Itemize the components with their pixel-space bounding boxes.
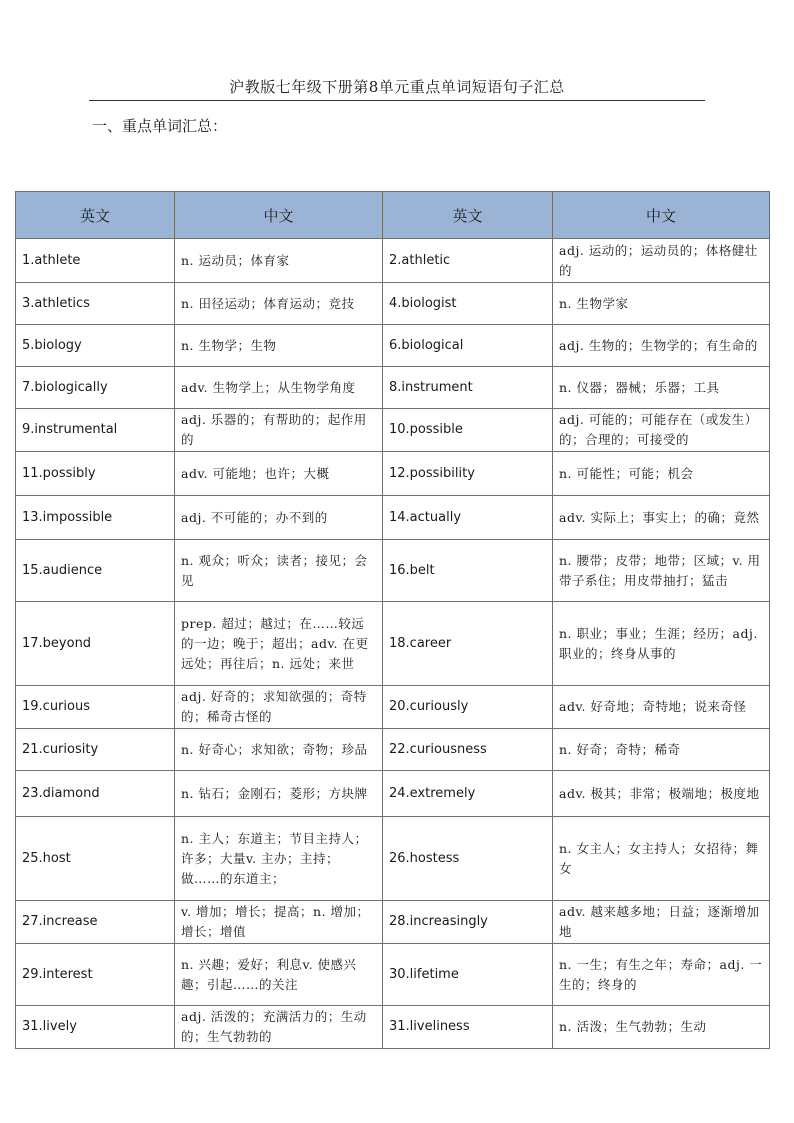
chinese-meaning: n. 女主人；女主持人；女招待；舞女 — [553, 817, 770, 901]
english-word: 17.beyond — [16, 602, 175, 686]
chinese-meaning: n. 好奇；奇特；稀奇 — [553, 729, 770, 771]
header-english-2: 英文 — [383, 192, 553, 239]
chinese-meaning: n. 一生；有生之年；寿命；adj. 一生的；终身的 — [553, 944, 770, 1006]
english-word: 18.career — [383, 602, 553, 686]
table-row — [16, 239, 770, 283]
english-word: 11.possibly — [16, 452, 175, 496]
chinese-meaning: adj. 可能的；可能存在（或发生）的；合理的；可接受的 — [553, 409, 770, 452]
section-heading: 一、重点单词汇总： — [92, 117, 228, 135]
chinese-meaning: adj. 活泼的；充满活力的；生动的；生气勃勃的 — [175, 1006, 383, 1049]
english-word: 20.curiously — [383, 686, 553, 729]
english-word: 28.increasingly — [383, 901, 553, 944]
title-underline — [89, 100, 705, 101]
chinese-meaning: n. 运动员；体育家 — [175, 239, 383, 283]
chinese-meaning: v. 增加；增长；提高；n. 增加；增长；增值 — [175, 901, 383, 944]
chinese-meaning: n. 仪器；器械；乐器；工具 — [553, 367, 770, 409]
chinese-meaning: n. 观众；听众；读者；接见；会见 — [175, 540, 383, 602]
chinese-meaning: adv. 极其；非常；极端地；极度地 — [553, 771, 770, 817]
chinese-meaning: n. 生物学家 — [553, 283, 770, 325]
english-word: 3.athletics — [16, 283, 175, 325]
english-word: 26.hostess — [383, 817, 553, 901]
table-row — [16, 367, 770, 409]
chinese-meaning: adv. 可能地；也许；大概 — [175, 452, 383, 496]
chinese-meaning: adj. 生物的；生物学的；有生命的 — [553, 325, 770, 367]
table-row — [16, 817, 770, 901]
table-row — [16, 771, 770, 817]
english-word: 22.curiousness — [383, 729, 553, 771]
chinese-meaning: n. 田径运动；体育运动；竞技 — [175, 283, 383, 325]
chinese-meaning: n. 兴趣；爱好；利息v. 使感兴趣；引起……的关注 — [175, 944, 383, 1006]
english-word: 15.audience — [16, 540, 175, 602]
english-word: 16.belt — [383, 540, 553, 602]
document-title: 沪教版七年级下册第8单元重点单词短语句子汇总 — [229, 78, 565, 96]
english-word: 31.liveliness — [383, 1006, 553, 1049]
chinese-meaning: adv. 越来越多地；日益；逐渐增加地 — [553, 901, 770, 944]
table-row — [16, 540, 770, 602]
chinese-meaning: adv. 实际上；事实上；的确；竟然 — [553, 496, 770, 540]
english-word: 25.host — [16, 817, 175, 901]
table-header-row — [16, 192, 770, 239]
english-word: 31.lively — [16, 1006, 175, 1049]
english-word: 23.diamond — [16, 771, 175, 817]
table-row — [16, 901, 770, 944]
chinese-meaning: n. 职业；事业；生涯；经历；adj. 职业的；终身从事的 — [553, 602, 770, 686]
table-body — [16, 239, 770, 1049]
chinese-meaning: adj. 不可能的；办不到的 — [175, 496, 383, 540]
english-word: 10.possible — [383, 409, 553, 452]
english-word: 1.athlete — [16, 239, 175, 283]
table-row — [16, 409, 770, 452]
chinese-meaning: n. 活泼；生气勃勃；生动 — [553, 1006, 770, 1049]
chinese-meaning: n. 可能性；可能；机会 — [553, 452, 770, 496]
header-english-1: 英文 — [16, 192, 175, 239]
chinese-meaning: adj. 乐器的；有帮助的；起作用的 — [175, 409, 383, 452]
table-row — [16, 602, 770, 686]
chinese-meaning: n. 生物学；生物 — [175, 325, 383, 367]
chinese-meaning: adj. 运动的；运动员的；体格健壮的 — [553, 239, 770, 283]
vocabulary-table — [15, 191, 770, 1049]
chinese-meaning: adj. 好奇的；求知欲强的；奇特的；稀奇古怪的 — [175, 686, 383, 729]
english-word: 27.increase — [16, 901, 175, 944]
table-row — [16, 452, 770, 496]
english-word: 12.possibility — [383, 452, 553, 496]
english-word: 4.biologist — [383, 283, 553, 325]
chinese-meaning: n. 主人；东道主；节目主持人；许多；大量v. 主办；主持；做……的东道主； — [175, 817, 383, 901]
english-word: 8.instrument — [383, 367, 553, 409]
english-word: 29.interest — [16, 944, 175, 1006]
table-row — [16, 1006, 770, 1049]
english-word: 5.biology — [16, 325, 175, 367]
chinese-meaning: adv. 好奇地；奇特地；说来奇怪 — [553, 686, 770, 729]
english-word: 13.impossible — [16, 496, 175, 540]
header-chinese-1: 中文 — [175, 192, 383, 239]
english-word: 24.extremely — [383, 771, 553, 817]
english-word: 7.biologically — [16, 367, 175, 409]
chinese-meaning: n. 好奇心；求知欲；奇物；珍品 — [175, 729, 383, 771]
chinese-meaning: prep. 超过；越过；在……较远的一边；晚于；超出；adv. 在更远处；再往后；n. 远处；来世 — [175, 602, 383, 686]
chinese-meaning: n. 钻石；金刚石；菱形；方块牌 — [175, 771, 383, 817]
table-row — [16, 729, 770, 771]
table-row — [16, 944, 770, 1006]
chinese-meaning: adv. 生物学上；从生物学角度 — [175, 367, 383, 409]
header-chinese-2: 中文 — [553, 192, 770, 239]
english-word: 19.curious — [16, 686, 175, 729]
table-row — [16, 283, 770, 325]
english-word: 9.instrumental — [16, 409, 175, 452]
english-word: 30.lifetime — [383, 944, 553, 1006]
table-row — [16, 325, 770, 367]
english-word: 14.actually — [383, 496, 553, 540]
english-word: 21.curiosity — [16, 729, 175, 771]
table-row — [16, 686, 770, 729]
english-word: 6.biological — [383, 325, 553, 367]
english-word: 2.athletic — [383, 239, 553, 283]
table-row — [16, 496, 770, 540]
chinese-meaning: n. 腰带；皮带；地带；区域；v. 用带子系住；用皮带抽打；猛击 — [553, 540, 770, 602]
